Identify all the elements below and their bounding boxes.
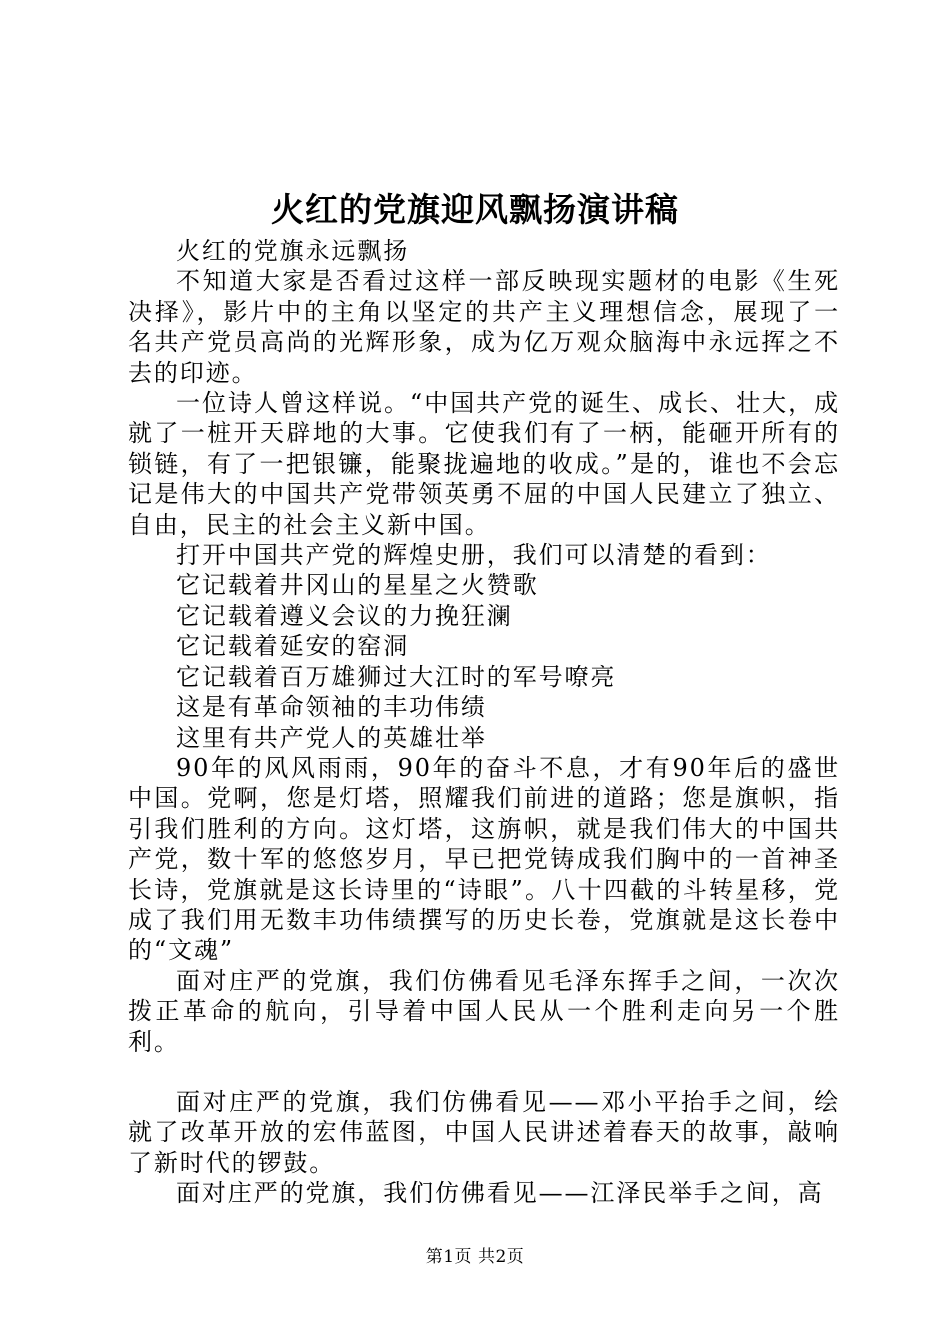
paragraph: 面对庄严的党旗，我们仿佛看见——江泽民举手之间，高 [176, 1179, 824, 1208]
page-number-footer: 第1页 共2页 [425, 1247, 525, 1267]
document-body [128, 236, 840, 1209]
paragraph: 这是有革命领袖的丰功伟绩 [176, 693, 487, 722]
paragraph: 面对庄严的党旗，我们仿佛看见——邓小平抬手之间，绘就了改革开放的宏伟蓝图，中国人民讲述着春天的故事，敲响了新时代的锣鼓。 [128, 1087, 840, 1177]
document-title: 火红的党旗迎风飘扬演讲稿 [271, 190, 679, 229]
paragraph: 它记载着延安的窑洞 [176, 632, 410, 661]
paragraph: 90年的风风雨雨，90年的奋斗不息，才有90年后的盛世中国。党啊，您是灯塔，照耀我们前进的道路；您是旗帜，指引我们胜利的方向。这灯塔，这旃帜，就是我们伟大的中国共产党，数十军的悠悠岁月，早已把党铸成我们胸中的一首神圣长诗，党旗就是这长诗里的“诗眼”。八十四截的斗转星移，党成了我们用无数丰功伟绩撰写的历史长卷，党旗就是这长卷中的“文魂” [128, 753, 840, 965]
paragraph: 它记载着百万雄狮过大江时的军号嘹亮 [176, 662, 617, 691]
paragraph: 它记载着遵义会议的力挽狂澜 [176, 601, 513, 630]
paragraph: 不知道大家是否看过这样一部反映现实题材的电影《生死决择》，影片中的主角以坚定的共产主义理想信念，展现了一名共产党员高尚的光辉形象，成为亿万观众脑海中永远挥之不去的印迹。 [128, 267, 840, 387]
paragraph: 面对庄严的党旗，我们仿佛看见毛泽东挥手之间，一次次拨正革命的航向，引导着中国人民从一个胜利走向另一个胜利。 [128, 966, 840, 1056]
paragraph: 打开中国共产党的辉煌史册，我们可以清楚的看到： [176, 541, 772, 570]
paragraph-subtitle: 火红的党旗永远飘扬 [176, 237, 410, 265]
paragraph: 一位诗人曾这样说。“中国共产党的诞生、成长、壮大，成就了一桩开天辟地的大事。它使我们有了一柄，能砸开所有的锁链，有了一把银镰，能聚拢遍地的收成。”是的，谁也不会忘记是伟大的中国共产党带领英勇不屈的中国人民建立了独立、自由，民主的社会主义新中国。 [128, 389, 840, 539]
paragraph: 这里有共产党人的英雄壮举 [176, 723, 487, 752]
paragraph: 它记载着井冈山的星星之火赞歌 [176, 571, 539, 600]
